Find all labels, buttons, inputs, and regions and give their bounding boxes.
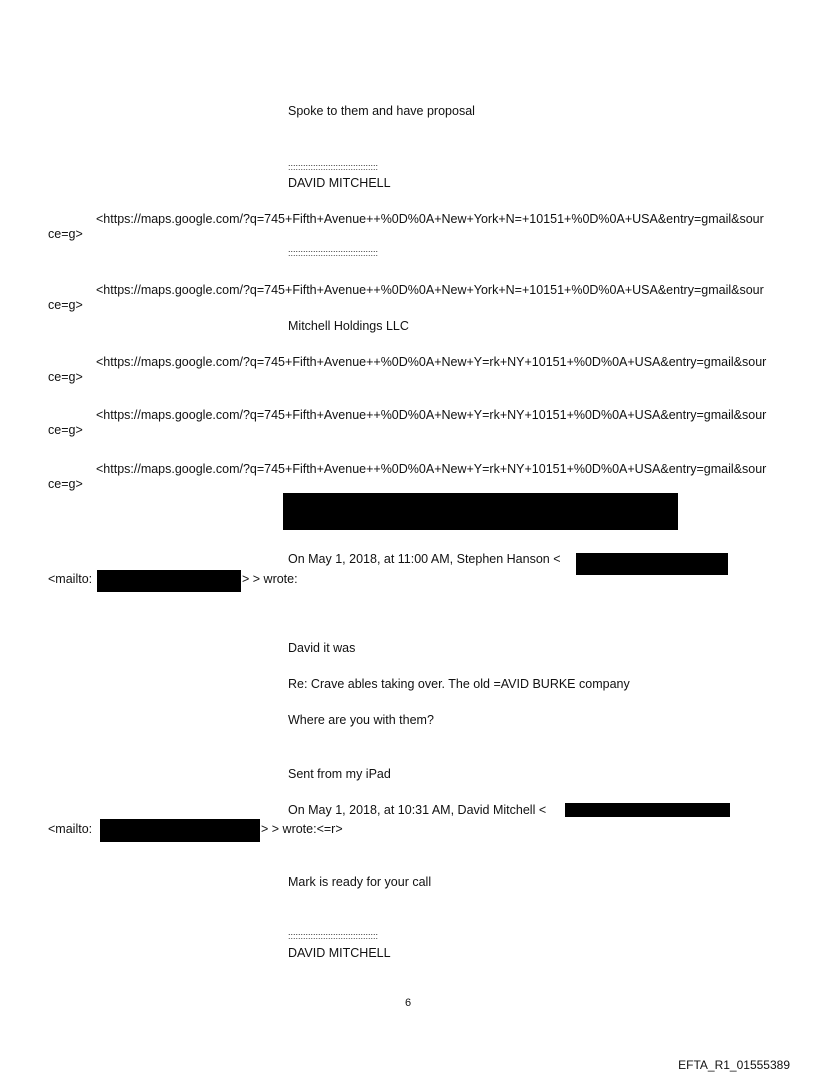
signature-separator-3: ::::::::::::::::::::::::::::::::::::: [288, 931, 379, 941]
text-where: Where are you with them?: [288, 713, 434, 727]
wrote-label: > > wrote:<=r>: [261, 822, 343, 836]
signature-name-2: DAVID MITCHELL: [288, 946, 391, 960]
map-link[interactable]: <https://maps.google.com/?q=745+Fifth+Avenue++%0D%0A+New+Y=rk+NY+10151+%0D%0A+USA&entry=gmail&source=g>: [48, 462, 767, 491]
quoted-header-2: On May 1, 2018, at 10:31 AM, David Mitchell <: [288, 803, 547, 817]
mailto-label: <mailto:: [48, 572, 93, 586]
wrote-label: > > wrote:: [242, 572, 298, 586]
signature-separator-2: ::::::::::::::::::::::::::::::::::::: [288, 248, 379, 258]
text-sent-from: Sent from my iPad: [288, 767, 391, 781]
text-mark-ready: Mark is ready for your call: [288, 875, 432, 889]
text-david-it-was: David it was: [288, 641, 356, 655]
redaction-block: [283, 493, 678, 530]
mailto-label: <mailto:: [48, 822, 93, 836]
map-link[interactable]: <https://maps.google.com/?q=745+Fifth+Avenue++%0D%0A+New+Y=rk+NY+10151+%0D%0A+USA&entry=gmail&source=g>: [48, 355, 767, 384]
page-number: 6: [404, 997, 412, 1009]
redaction-block: [100, 819, 260, 842]
text-re-subject: Re: Crave ables taking over. The old =AVID BURKE company: [288, 677, 630, 691]
map-link[interactable]: <https://maps.google.com/?q=745+Fifth+Avenue++%0D%0A+New+Y=rk+NY+10151+%0D%0A+USA&entry=gmail&source=g>: [48, 408, 767, 437]
redaction-block: [565, 803, 730, 817]
redaction-block: [97, 570, 241, 592]
map-link[interactable]: <https://maps.google.com/?q=745+Fifth+Avenue++%0D%0A+New+York+N=+10151+%0D%0A+USA&entry=gmail&source=g>: [48, 212, 764, 241]
text-proposal: Spoke to them and have proposal: [288, 104, 475, 118]
signature-separator: ::::::::::::::::::::::::::::::::::::: [288, 162, 379, 172]
quoted-header-1: On May 1, 2018, at 11:00 AM, Stephen Hanson <: [288, 552, 561, 566]
redaction-block: [576, 553, 728, 575]
map-link[interactable]: <https://maps.google.com/?q=745+Fifth+Avenue++%0D%0A+New+York+N=+10151+%0D%0A+USA&entry=gmail&source=g>: [48, 283, 764, 312]
document-id: EFTA_R1_01555389: [678, 1058, 790, 1072]
company-name: Mitchell Holdings LLC: [288, 319, 409, 333]
signature-name: DAVID MITCHELL: [288, 176, 391, 190]
